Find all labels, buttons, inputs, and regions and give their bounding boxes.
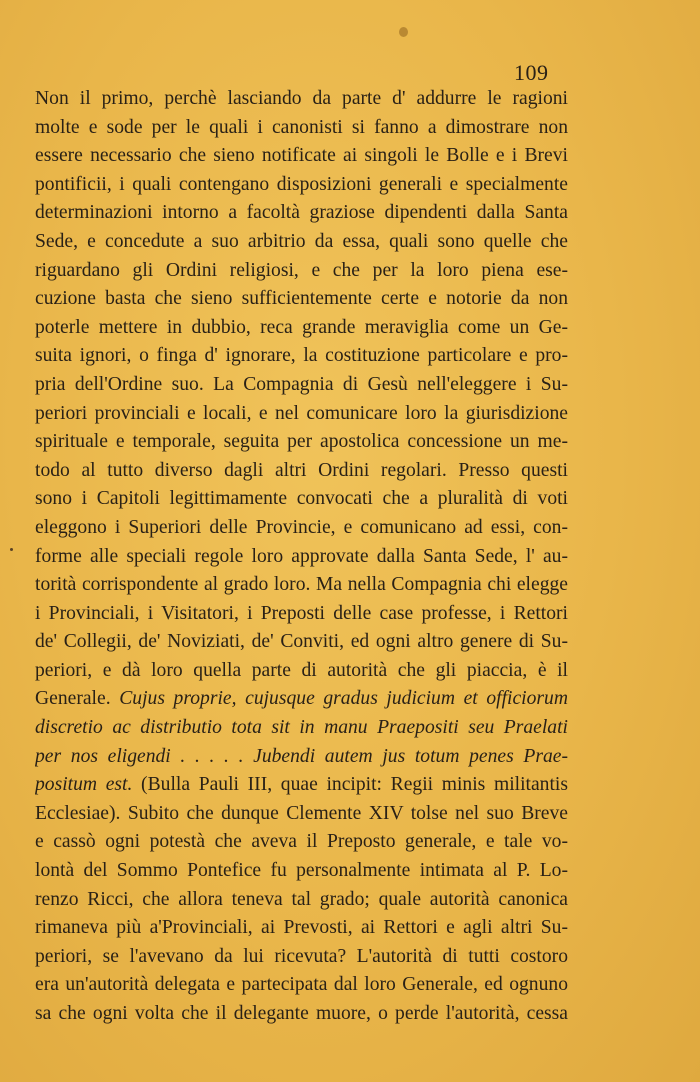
- text-segment: era un'autorità delegata e partecipata dal loro Generale, ed ognuno: [35, 974, 568, 996]
- text-line: [35, 228, 568, 257]
- text-line: [35, 971, 568, 1000]
- text-segment: (Bulla Pauli III, quae incipit: Regii minis militantis: [132, 774, 568, 796]
- italic-text: positum est.: [35, 774, 133, 796]
- text-line: [35, 428, 568, 457]
- text-line: [35, 142, 568, 171]
- text-line: [35, 771, 568, 800]
- text-line: [35, 571, 568, 600]
- text-segment: torità corrispondente al grado loro. Ma nella Compagnia chi elegge: [35, 574, 568, 596]
- text-line: [35, 514, 568, 543]
- text-segment: forme alle speciali regole loro approvate dalla Santa Sede, l' au-: [35, 545, 568, 567]
- italic-text: Cujus proprie, cujusque gradus judicium et officiorum: [119, 688, 568, 710]
- text-line: [35, 800, 568, 829]
- text-segment: essere necessario che sieno notificate ai singoli le Bolle e i Brevi: [35, 145, 568, 167]
- text-line: [35, 543, 568, 572]
- text-segment: todo al tutto diverso dagli altri Ordini regolari. Presso questi: [35, 459, 568, 481]
- text-segment: sono i Capitoli legittimamente convocati che a pluralità di voti: [35, 488, 568, 510]
- text-segment: spirituale e temporale, seguita per apostolica concessione un me-: [35, 431, 568, 453]
- text-line: [35, 199, 568, 228]
- text-segment: e cassò ogni potestà che aveva il Preposto generale, e tale vo-: [35, 831, 568, 853]
- text-line: [35, 857, 568, 886]
- text-segment: rimaneva più a'Provinciali, ai Prevosti, ai Rettori e agli altri Su-: [35, 917, 568, 939]
- text-line: [35, 400, 568, 429]
- paper-speck: [10, 548, 13, 551]
- text-line: [35, 114, 568, 143]
- body-text: [35, 85, 568, 1029]
- text-line: [35, 85, 568, 114]
- text-segment: suita ignori, o finga d' ignorare, la costituzione particolare e pro-: [35, 345, 568, 367]
- text-line: [35, 257, 568, 286]
- text-line: [35, 828, 568, 857]
- text-segment: riguardano gli Ordini religiosi, e che per la loro piena ese-: [35, 259, 568, 281]
- text-line: [35, 657, 568, 686]
- text-line: [35, 371, 568, 400]
- text-line: [35, 314, 568, 343]
- text-segment: periori, e dà loro quella parte di autorità che gli piaccia, è il: [35, 659, 568, 681]
- text-segment: Generale.: [35, 688, 120, 710]
- text-segment: periori, se l'avevano da lui ricevuta? L'autorità di tutti costoro: [35, 945, 568, 967]
- text-line: [35, 943, 568, 972]
- text-line: [35, 1000, 568, 1029]
- text-line: [35, 600, 568, 629]
- text-segment: lontà del Sommo Pontefice fu personalmente intimata al P. Lo-: [35, 860, 568, 882]
- text-segment: de' Collegii, de' Noviziati, de' Conviti, ed ogni altro genere di Su-: [35, 631, 568, 653]
- text-segment: Non il primo, perchè lasciando da parte d' addurre le ragioni: [35, 88, 568, 109]
- text-line: [35, 342, 568, 371]
- text-segment: i Provinciali, i Visitatori, i Preposti delle case professe, i Rettori: [35, 602, 568, 624]
- text-segment: pria dell'Ordine suo. La Compagnia di Gesù nell'eleggere i Su-: [35, 373, 568, 395]
- text-segment: cuzione basta che sieno sufficientemente certe e notorie da non: [35, 288, 568, 310]
- text-segment: determinazioni intorno a facoltà graziose dipendenti dalla Santa: [35, 202, 568, 224]
- text-line: [35, 171, 568, 200]
- italic-text: per nos eligendi . . . . . Jubendi autem jus totum penes Prae-: [35, 745, 568, 767]
- paper-stain: [399, 27, 408, 37]
- text-segment: periori provinciali e locali, e nel comunicare loro la giurisdizione: [35, 402, 568, 424]
- text-segment: renzo Ricci, che allora teneva tal grado; quale autorità canonica: [35, 888, 568, 910]
- page-number: 109: [514, 60, 549, 85]
- text-line: [35, 743, 568, 772]
- italic-text: discretio ac distributio tota sit in manu Praepositi seu Praelati: [35, 717, 568, 739]
- text-segment: eleggono i Superiori delle Provincie, e comunicano ad essi, con-: [35, 516, 568, 538]
- text-segment: sa che ogni volta che il delegante muore, o perde l'autorità, cessa: [35, 1003, 568, 1024]
- text-line: [35, 685, 568, 714]
- text-segment: Sede, e concedute a suo arbitrio da essa, quali sono quelle che: [35, 230, 568, 252]
- text-line: [35, 285, 568, 314]
- text-line: [35, 714, 568, 743]
- text-line: [35, 886, 568, 915]
- text-line: [35, 914, 568, 943]
- text-line: [35, 485, 568, 514]
- text-segment: poterle mettere in dubbio, reca grande meraviglia come un Ge-: [35, 316, 568, 338]
- text-segment: molte e sode per le quali i canonisti si fanno a dimostrare non: [35, 116, 568, 138]
- text-segment: Ecclesiae). Subito che dunque Clemente XIV tolse nel suo Breve: [35, 802, 568, 824]
- text-line: [35, 457, 568, 486]
- text-line: [35, 628, 568, 657]
- text-segment: pontificii, i quali contengano disposizioni generali e specialmente: [35, 173, 568, 195]
